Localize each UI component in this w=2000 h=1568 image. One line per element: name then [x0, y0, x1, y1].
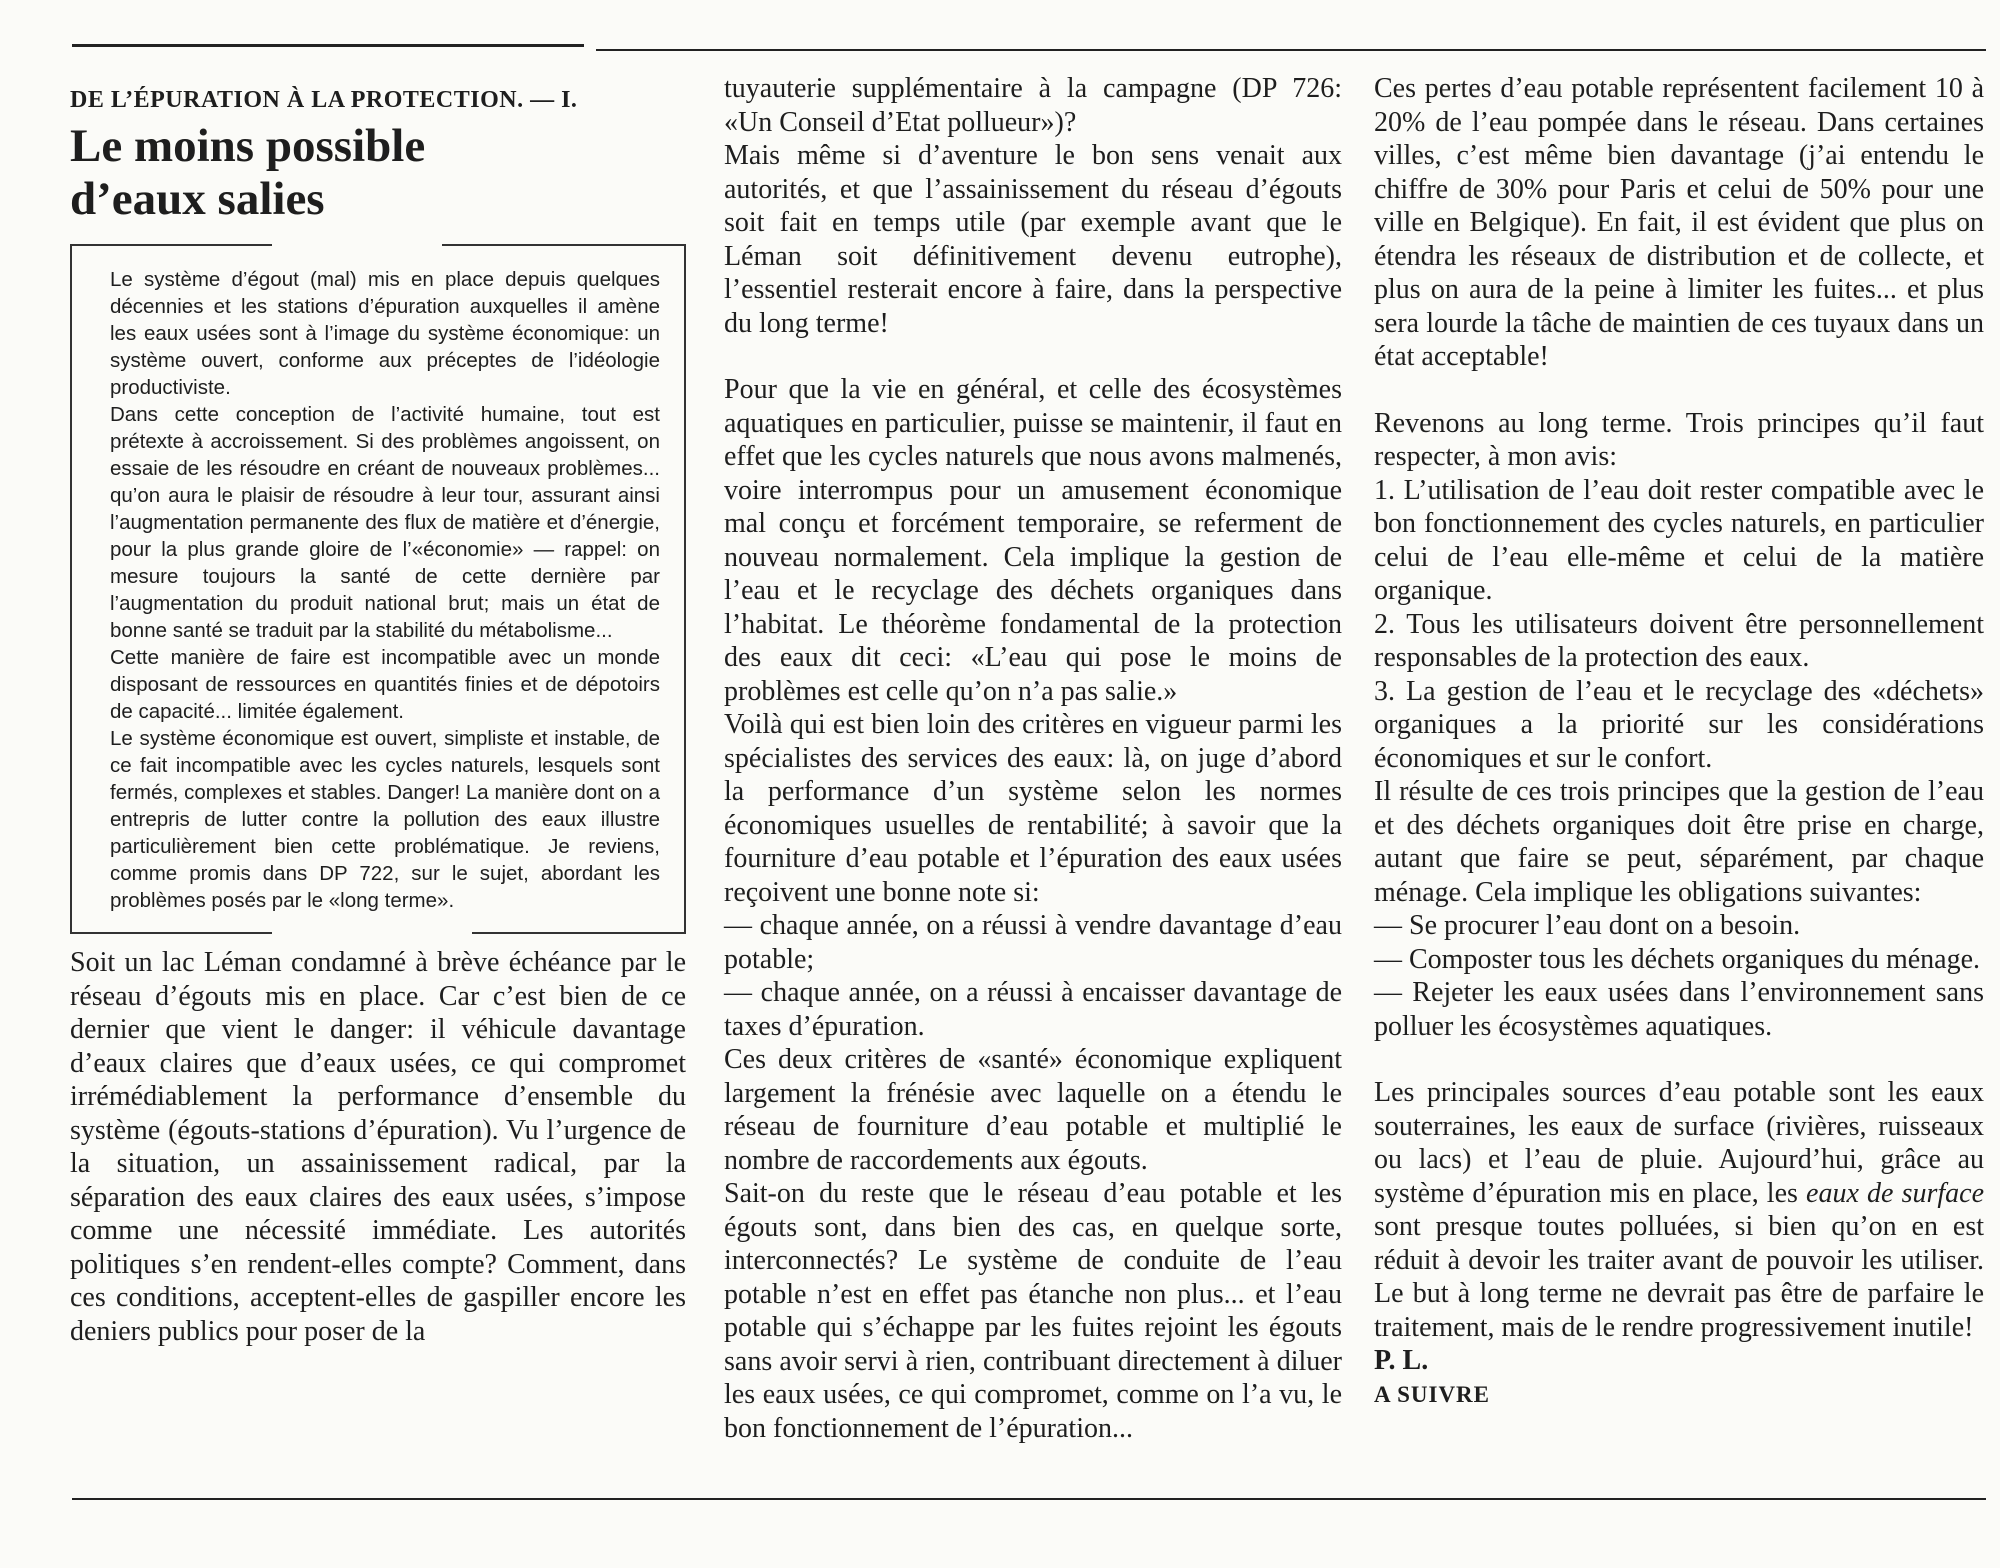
body-paragraph: Pour que la vie en général, et celle des écosystèmes aquatiques en particulier, puisse se maintenir, il faut en effet que les cycles naturels que nous avons malmenés, voire interrompus pour un amusement économique mal conçu et forcément temporaire, se referment de nouveau normalement. Cela implique la gestion de l’eau et le recyclage des déchets organiques dans l’habitat. Le théorème fondamental de la protection des eaux dit ceci: «L’eau qui pose le moins de problèmes est celle qu’on n’a pas salie.»: [724, 374, 1342, 707]
box-paragraph: Cette manière de faire est incompatible avec un monde disposant de ressources en quantités finies et de dépotoirs de capacité... limitée également.: [110, 646, 660, 723]
title-line-2: d’eaux salies: [70, 173, 325, 225]
body-paragraph: Revenons au long terme. Trois principes qu’il faut respecter, à mon avis:: [1374, 407, 1984, 472]
top-rule-left: [72, 44, 584, 47]
body-paragraph: Il résulte de ces trois principes que la gestion de l’eau et des déchets organiques doit être prise en charge, autant que faire se peut, séparément, par chaque ménage. Cela implique les obligations suivantes:: [1374, 776, 1984, 908]
body-paragraph: Mais même si d’aventure le bon sens venait aux autorités, et que l’assainissement du réseau d’égouts soit fait en temps utile (par exemple avant que le Léman soit définitivement devenu eutrophe), l’essentiel resterait encore à faire, dans la perspective du long terme!: [724, 140, 1342, 339]
continued-label: A SUIVRE: [1374, 1381, 1491, 1407]
list-item: 1. L’utilisation de l’eau doit rester compatible avec le bon fonctionnement des cycles naturels, en particulier celui de l’eau elle-même et celui de la matière organique.: [1374, 474, 1984, 606]
list-item: — Se procurer l’eau dont on a besoin.: [1374, 910, 1801, 941]
top-rule-right: [596, 49, 1986, 51]
column-2: [724, 72, 1342, 1445]
article-kicker: DE L’ÉPURATION À LA PROTECTION. — I.: [70, 87, 578, 113]
box-paragraph: Le système d’égout (mal) mis en place depuis quelques décennies et les stations d’épuration auxquelles il amène les eaux usées sont à l’image du système économique: un système ouvert, conforme aux préceptes de l’idéologie productiviste.: [110, 268, 660, 399]
body-paragraph: tuyauterie supplémentaire à la campagne (DP 726: «Un Conseil d’Etat pollueur»)?: [724, 73, 1342, 138]
body-paragraph: Ces pertes d’eau potable représentent facilement 10 à 20% de l’eau pompée dans le réseau. Dans certaines villes, c’est même bien davantage (j’ai entendu le chiffre de 30% pour Paris et celui de 50% pour une ville en Belgique). En fait, il est évident que plus on étendra les réseaux de distribution et de collecte, et plus on aura de la peine à limiter les fuites... et plus sera lourde la tâche de maintien de ces tuyaux dans un état acceptable!: [1374, 73, 1984, 372]
list-item: — Composter tous les déchets organiques du ménage.: [1374, 943, 1981, 975]
article-title: [70, 120, 686, 226]
body-paragraph: Sait-on du reste que le réseau d’eau potable et les égouts sont, dans bien des cas, en quelque sorte, interconnectés? Le système de conduite de l’eau potable n’est en effet pas étanche non plus... et l’eau potable qui s’échappe par les fuites rejoint les égouts sans avoir servi à rien, contribuant directement à diluer les eaux usées, ce qui compromet, comme on l’a vu, le bon fonctionnement de l’épuration...: [724, 1178, 1342, 1444]
bottom-rule: [72, 1498, 1986, 1500]
text-run: sont presque toutes polluées, si bien qu’on en est réduit à devoir les traiter avant de pouvoir les utiliser. Le but à long terme ne devrait pas être de parfaire le traitement, mais de le rendre progressivement inutile!: [1374, 1211, 1984, 1343]
list-item: — Rejeter les eaux usées dans l’environnement sans polluer les écosystèmes aquatiques.: [1374, 977, 1984, 1042]
body-paragraph: Ces deux critères de «santé» économique expliquent largement la frénésie avec laquelle on a étendu le réseau de fourniture d’eau potable et multiplié le nombre de raccordements aux égouts.: [724, 1044, 1342, 1176]
list-item: 2. Tous les utilisateurs doivent être personnellement responsables de la protection des eaux.: [1374, 608, 1984, 673]
column-1: [70, 86, 686, 1348]
list-item: — chaque année, on a réussi à encaisser davantage de taxes d’épuration.: [724, 977, 1342, 1042]
list-item: — chaque année, on a réussi à vendre davantage d’eau potable;: [724, 910, 1342, 975]
text-run: Les principales sources d’eau potable sont les eaux souterraines, les eaux de surface (rivières, ruisseaux ou lacs) et l’eau de pluie. Aujourd’hui, grâce au système d’épuration mis en place, les: [1374, 1077, 1984, 1209]
box-paragraph: Dans cette conception de l’activité humaine, tout est prétexte à accroissement. Si des problèmes angoissent, on essaie de les résoudre en créant de nouveaux problèmes... qu’on aura le plaisir de résoudre à leur tour, assurant ainsi l’augmentation permanente des flux de matière et d’énergie, pour la plus grande gloire de l’«économie» — rappel: on mesure toujours la santé de cette dernière par l’augmentation du produit national brut; mais un état de bonne santé se traduit par la stabilité du métabolisme...: [110, 403, 660, 642]
intro-box: [70, 244, 686, 934]
body-paragraph: Soit un lac Léman condamné à brève échéance par le réseau d’égouts mis en place. Car c’est bien de ce dernier que vient le danger: il véhicule davantage d’eaux claires que d’eaux usées, ce qui compromet irrémédiablement la performance d’ensemble du système (égouts-stations d’épuration). Vu l’urgence de la situation, un assainissement radical, par la séparation des eaux claires des eaux usées, s’impose comme une nécessité immédiate. Les autorités politiques s’en rendent-elles compte? Comment, dans ces conditions, acceptent-elles de gaspiller encore les deniers publics pour poser de la: [70, 947, 686, 1347]
body-paragraph: Voilà qui est bien loin des critères en vigueur parmi les spécialistes des services des eaux: là, on juge d’abord la performance d’un système selon les normes économiques usuelles de rentabilité; à savoir que la fourniture d’eau potable et l’épuration des eaux usées reçoivent une bonne note si:: [724, 709, 1342, 908]
list-item: 3. La gestion de l’eau et le recyclage des «déchets» organiques a la priorité sur les considérations économiques et sur le confort.: [1374, 675, 1984, 774]
byline: P. L.: [1374, 1345, 1429, 1376]
title-line-1: Le moins possible: [70, 120, 426, 172]
box-paragraph: Le système économique est ouvert, simpliste et instable, de ce fait incompatible avec les cycles naturels, lesquels sont fermés, complexes et stables. Danger! La manière dont on a entrepris de lutter contre la pollution des eaux illustre particulièrement bien cette problématique. Je reviens, comme promis dans DP 722, sur le sujet, abordant les problèmes posés par le «long terme».: [110, 727, 660, 912]
column-3: [1374, 72, 1984, 1411]
body-paragraph: [1374, 1076, 1984, 1344]
emphasis-text: eaux de surface: [1806, 1177, 1984, 1209]
